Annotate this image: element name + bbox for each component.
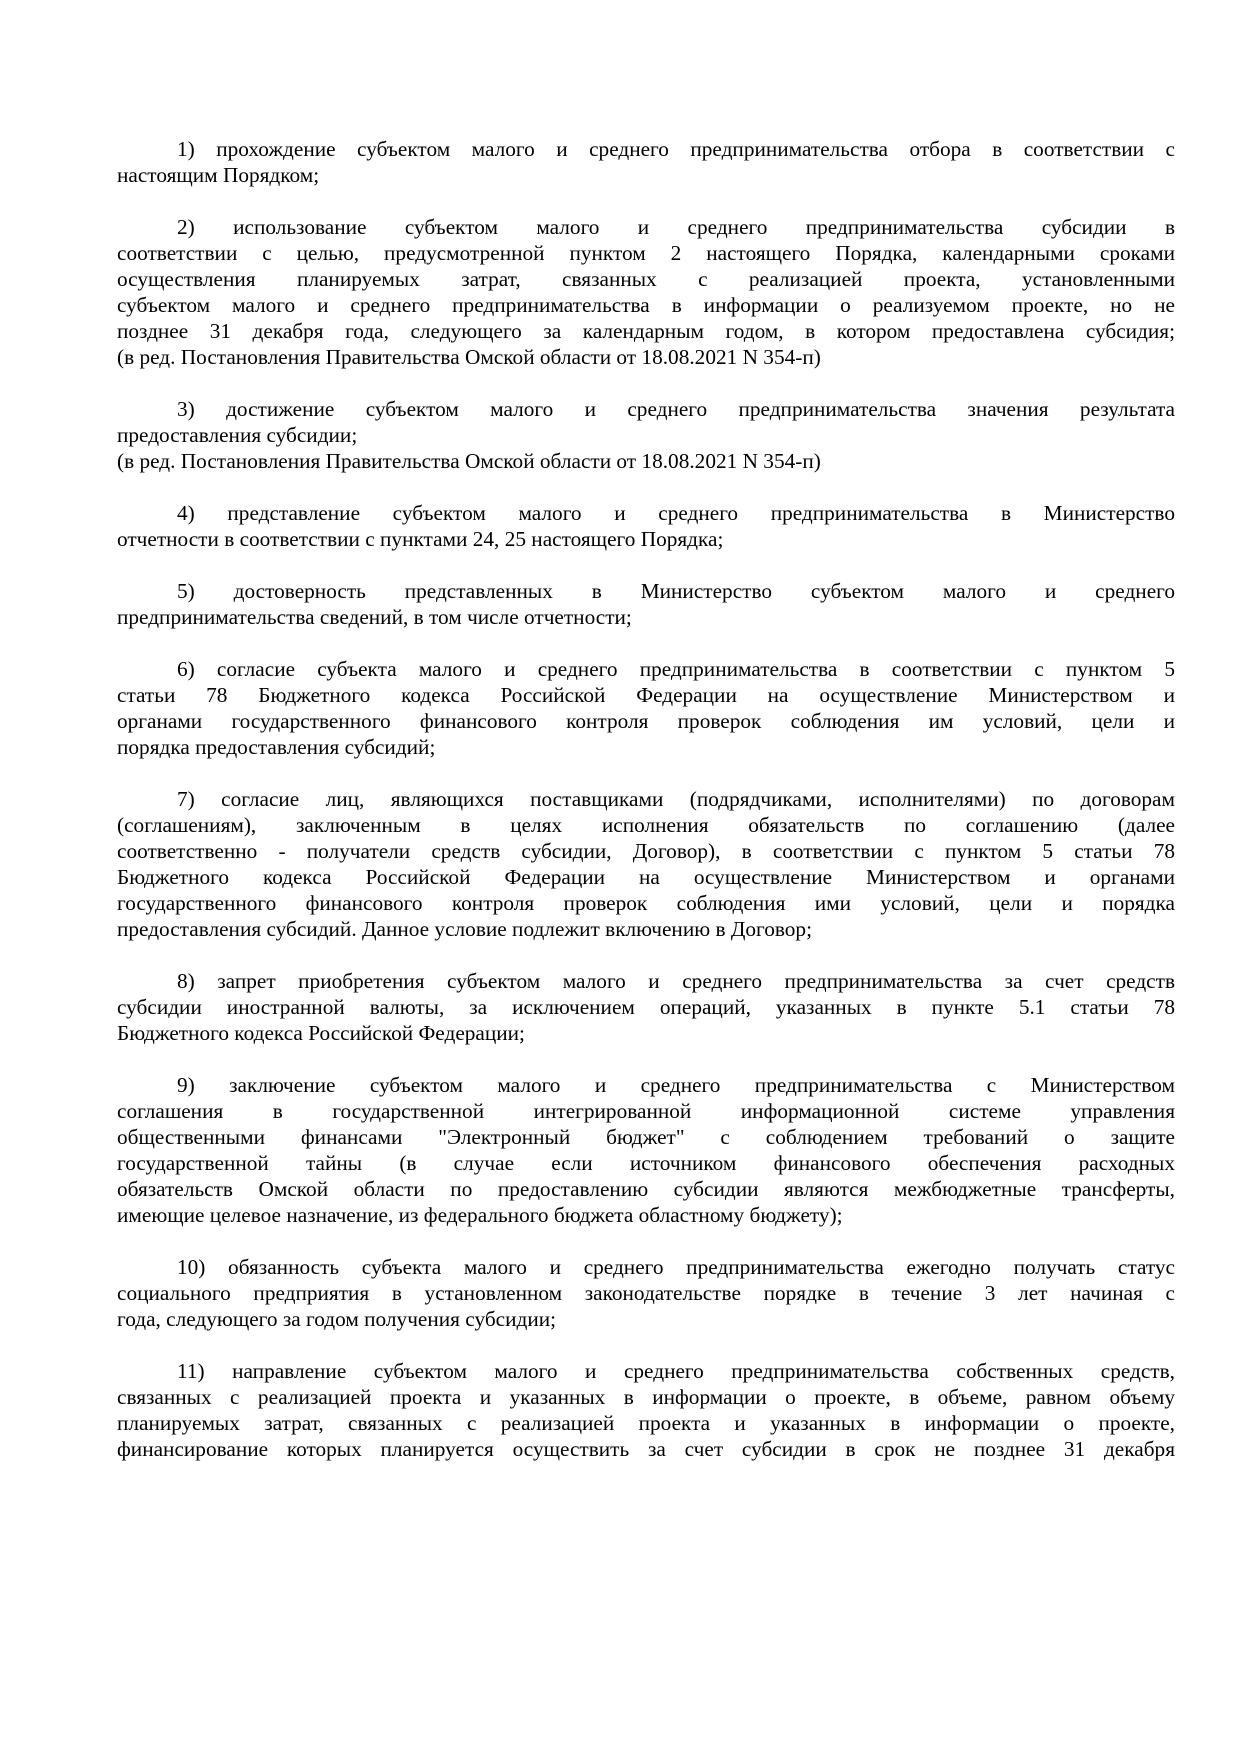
list-item-10 — [117, 1254, 1175, 1332]
paragraph-line: настоящим Порядком; — [117, 163, 320, 187]
paragraph-line: соответственно - получатели средств субсидии, Договор), в соответствии с пунктом 5 статьи 78 — [117, 839, 1175, 863]
paragraph-line: 5) достоверность представленных в Министерство субъектом малого и среднего — [177, 579, 1175, 603]
list-item-3 — [117, 396, 1175, 474]
paragraph-line: 11) направление субъектом малого и среднего предпринимательства собственных средств, — [177, 1359, 1175, 1383]
paragraph-line: государственного финансового контроля проверок соблюдения ими условий, цели и порядка — [117, 891, 1175, 915]
list-item-8 — [117, 968, 1175, 1046]
paragraph-line: статьи 78 Бюджетного кодекса Российской Федерации на осуществление Министерством и — [117, 683, 1175, 707]
paragraph-line: государственной тайны (в случае если источником финансового обеспечения расходных — [117, 1151, 1175, 1175]
list-item-1 — [117, 136, 1175, 188]
list-item-4 — [117, 500, 1175, 552]
paragraph-line: 10) обязанность субъекта малого и среднего предпринимательства ежегодно получать статус — [177, 1255, 1175, 1279]
paragraph-line: социального предприятия в установленном законодательстве порядке в течение 3 лет начиная с — [117, 1281, 1175, 1305]
paragraph-line: 1) прохождение субъектом малого и среднего предпринимательства отбора в соответствии с — [177, 137, 1175, 161]
paragraph-line: (соглашениям), заключенным в целях исполнения обязательств по соглашению (далее — [117, 813, 1175, 837]
list-item-7 — [117, 786, 1175, 942]
paragraph-line: 7) согласие лиц, являющихся поставщиками (подрядчиками, исполнителями) по договорам — [177, 787, 1175, 811]
paragraph-line: предпринимательства сведений, в том числе отчетности; — [117, 605, 632, 629]
paragraph-line: отчетности в соответствии с пунктами 24, 25 настоящего Порядка; — [117, 527, 724, 551]
paragraph-line: 6) согласие субъекта малого и среднего предпринимательства в соответствии с пунктом 5 — [177, 657, 1175, 681]
amendment-note: (в ред. Постановления Правительства Омской области от 18.08.2021 N 354-п) — [117, 345, 821, 369]
paragraph-line: субсидии иностранной валюты, за исключением операций, указанных в пункте 5.1 статьи 78 — [117, 995, 1175, 1019]
paragraph-line: субъектом малого и среднего предпринимательства в информации о реализуемом проекте, но не — [117, 293, 1175, 317]
list-item-6 — [117, 656, 1175, 760]
paragraph-line: года, следующего за годом получения субсидии; — [117, 1307, 557, 1331]
list-item-5 — [117, 578, 1175, 630]
paragraph-line: осуществления планируемых затрат, связанных с реализацией проекта, установленными — [117, 267, 1175, 291]
paragraph-line: обязательств Омской области по предоставлению субсидии являются межбюджетные трансферты, — [117, 1177, 1175, 1201]
paragraph-line: 9) заключение субъектом малого и среднего предпринимательства с Министерством — [177, 1073, 1175, 1097]
paragraph-line: соответствии с целью, предусмотренной пунктом 2 настоящего Порядка, календарными сроками — [117, 241, 1175, 265]
paragraph-line: финансирование которых планируется осуществить за счет субсидии в срок не позднее 31 декабря — [117, 1437, 1175, 1461]
list-item-2 — [117, 214, 1175, 370]
paragraph-line: предоставления субсидий. Данное условие подлежит включению в Договор; — [117, 917, 812, 941]
paragraph-line: соглашения в государственной интегрированной информационной системе управления — [117, 1099, 1175, 1123]
amendment-note: (в ред. Постановления Правительства Омской области от 18.08.2021 N 354-п) — [117, 449, 821, 473]
paragraph-line: имеющие целевое назначение, из федерального бюджета областному бюджету); — [117, 1203, 843, 1227]
list-item-9 — [117, 1072, 1175, 1228]
paragraph-line: 3) достижение субъектом малого и среднего предпринимательства значения результата — [177, 397, 1175, 421]
paragraph-line: Бюджетного кодекса Российской Федерации на осуществление Министерством и органами — [117, 865, 1175, 889]
paragraph-line: органами государственного финансового контроля проверок соблюдения им условий, цели и — [117, 709, 1175, 733]
paragraph-line: Бюджетного кодекса Российской Федерации; — [117, 1021, 525, 1045]
list-item-11 — [117, 1358, 1175, 1462]
paragraph-line: порядка предоставления субсидий; — [117, 735, 436, 759]
paragraph-line: 8) запрет приобретения субъектом малого и среднего предпринимательства за счет средств — [177, 969, 1175, 993]
paragraph-line: связанных с реализацией проекта и указанных в информации о проекте, в объеме, равном объему — [117, 1385, 1175, 1409]
paragraph-line: планируемых затрат, связанных с реализацией проекта и указанных в информации о проекте, — [117, 1411, 1175, 1435]
paragraph-line: 2) использование субъектом малого и среднего предпринимательства субсидии в — [177, 215, 1175, 239]
paragraph-line: предоставления субсидии; — [117, 423, 358, 447]
paragraph-line: позднее 31 декабря года, следующего за календарным годом, в котором предоставлена субсидия; — [117, 319, 1175, 343]
document-page — [117, 136, 1175, 1488]
paragraph-line: общественными финансами "Электронный бюджет" с соблюдением требований о защите — [117, 1125, 1175, 1149]
paragraph-line: 4) представление субъектом малого и среднего предпринимательства в Министерство — [177, 501, 1175, 525]
